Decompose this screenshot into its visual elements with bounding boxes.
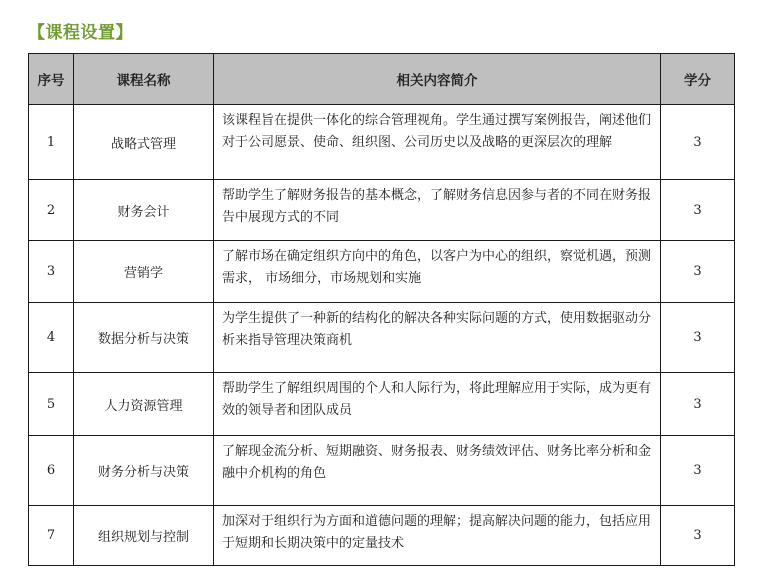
row-description: 了解市场在确定组织方向中的角色，以客户为中心的组织，察觉机遇，预测需求， 市场细分，市场规划和实施: [214, 241, 661, 303]
row-description: 帮助学生了解组织周围的个人和人际行为，将此理解应用于实际，成为更有效的领导者和团队成员: [214, 373, 661, 436]
row-course-name: 战略式管理: [74, 105, 214, 180]
row-credits: 3: [661, 180, 735, 241]
table-row: [29, 373, 735, 436]
row-course-name: 营销学: [74, 241, 214, 303]
header-index: 序号: [29, 54, 74, 105]
row-index: 5: [29, 373, 74, 436]
row-index: 6: [29, 436, 74, 506]
row-course-name: 组织规划与控制: [74, 506, 214, 566]
header-description: 相关内容简介: [214, 54, 661, 105]
row-description: 该课程旨在提供一体化的综合管理视角。学生通过撰写案例报告，阐述他们对于公司愿景、使命、组织图、公司历史以及战略的更深层次的理解: [214, 105, 661, 180]
header-course-name: 课程名称: [74, 54, 214, 105]
row-description: 帮助学生了解财务报告的基本概念，了解财务信息因参与者的不同在财务报告中展现方式的不同: [214, 180, 661, 241]
row-credits: 3: [661, 303, 735, 373]
row-index: 2: [29, 180, 74, 241]
table-row: [29, 241, 735, 303]
table-row: [29, 303, 735, 373]
row-credits: 3: [661, 373, 735, 436]
row-credits: 3: [661, 105, 735, 180]
row-description: 为学生提供了一种新的结构化的解决各种实际问题的方式，使用数据驱动分析来指导管理决策商机: [214, 303, 661, 373]
table-row: [29, 105, 735, 180]
row-credits: 3: [661, 506, 735, 566]
course-table: [28, 53, 735, 566]
table-row: [29, 180, 735, 241]
table-row: [29, 436, 735, 506]
row-credits: 3: [661, 436, 735, 506]
row-index: 7: [29, 506, 74, 566]
row-index: 1: [29, 105, 74, 180]
row-description: 加深对于组织行为方面和道德问题的理解；提高解决问题的能力，包括应用于短期和长期决策中的定量技术: [214, 506, 661, 566]
row-description: 了解现金流分析、短期融资、财务报表、财务绩效评估、财务比率分析和金融中介机构的角色: [214, 436, 661, 506]
row-index: 4: [29, 303, 74, 373]
row-course-name: 财务会计: [74, 180, 214, 241]
section-title: 【课程设置】: [28, 23, 133, 43]
table-header-row: [29, 54, 735, 105]
row-course-name: 人力资源管理: [74, 373, 214, 436]
row-credits: 3: [661, 241, 735, 303]
table-row: [29, 506, 735, 566]
header-credits: 学分: [661, 54, 735, 105]
row-course-name: 数据分析与决策: [74, 303, 214, 373]
row-index: 3: [29, 241, 74, 303]
row-course-name: 财务分析与决策: [74, 436, 214, 506]
